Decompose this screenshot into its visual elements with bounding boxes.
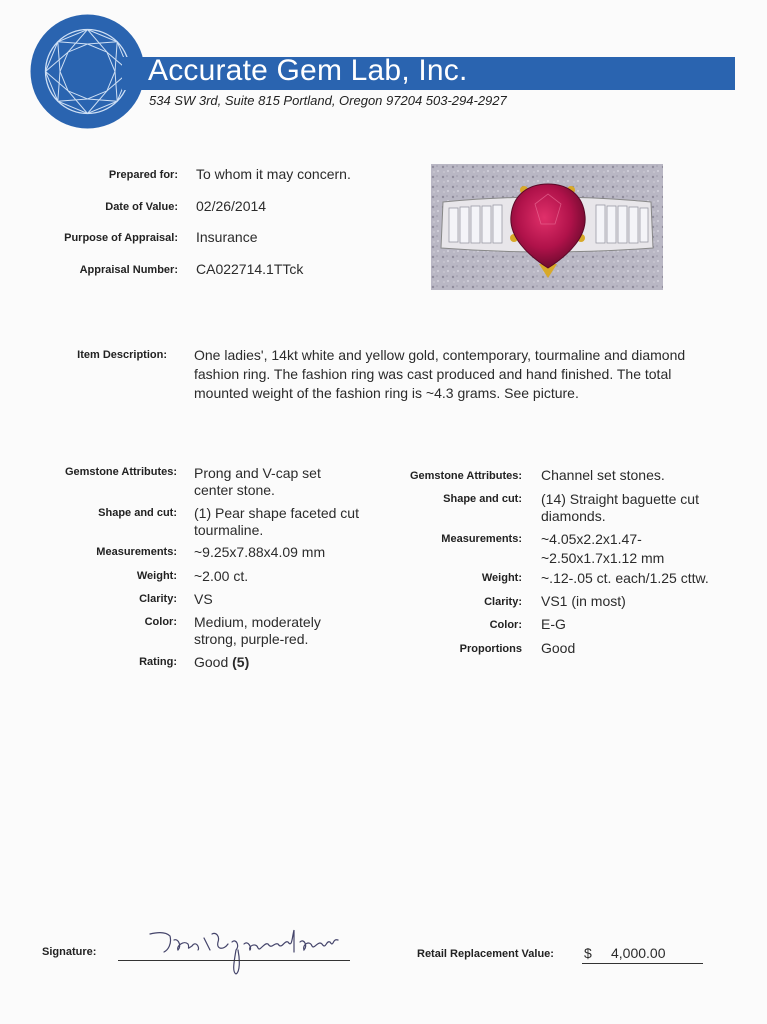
side-shape-label: Shape and cut: [443,493,522,505]
retail-value-line [582,963,703,964]
appraisal-number-value: CA022714.1TTck [196,261,304,277]
center-rating-value [194,654,249,671]
signature-line [118,960,350,961]
center-attributes-label: Gemstone Attributes: [64,466,177,478]
side-color-label: Color: [489,619,522,631]
prepared-for-label: Prepared for: [108,169,178,181]
side-measurements-label: Measurements: [441,533,522,545]
appraisal-number-label: Appraisal Number: [79,264,178,276]
purpose-value: Insurance [196,229,258,245]
side-proportions-label: Proportions [459,643,522,655]
purpose-label: Purpose of Appraisal: [64,232,178,244]
side-color-value: E-G [541,616,566,632]
handwritten-signature [140,920,360,980]
side-attributes-label: Gemstone Attributes: [409,470,522,482]
date-of-value-label: Date of Value: [105,201,178,213]
side-clarity-value: VS1 (in most) [541,593,626,609]
center-attributes-value: Prong and V-cap set center stone. [194,465,321,498]
center-weight-label: Weight: [136,570,177,582]
side-measurements-value-1: ~4.05x2.2x1.47- [541,531,642,547]
center-clarity-label: Clarity: [139,593,177,605]
prepared-for-value: To whom it may concern. [196,166,351,182]
center-clarity-value: VS [194,591,213,607]
center-color-value: Medium, moderately strong, purple-red. [194,614,321,647]
company-address: 534 SW 3rd, Suite 815 Portland, Oregon 97204 503-294-2927 [149,93,507,108]
ring-photo [431,164,663,290]
center-shape-label: Shape and cut: [98,507,177,519]
center-measurements-value: ~9.25x7.88x4.09 mm [194,544,326,560]
company-name: Accurate Gem Lab, Inc. [148,54,468,87]
side-attributes-value: Channel set stones. [541,467,665,483]
side-measurements-value-2: ~2.50x1.7x1.12 mm [541,550,665,566]
center-weight-value: ~2.00 ct. [194,568,249,584]
item-description-label: Item Description: [77,349,167,361]
item-description-text: One ladies', 14kt white and yellow gold, contemporary, tourmaline and diamond fashion ring. The fashion ring was cast produced and hand finished. The total mounted weight of the fashion ring is ~4.3 grams. See picture. [194,347,686,401]
center-shape-value: (1) Pear shape faceted cut tourmaline. [194,505,359,538]
center-measurements-label: Measurements: [96,546,177,558]
center-color-label: Color: [144,616,177,628]
signature-label: Signature: [42,946,97,958]
side-clarity-label: Clarity: [484,596,522,608]
side-proportions-value: Good [541,640,576,656]
retail-currency: $ [584,945,592,961]
center-rating-label: Rating: [139,656,177,668]
side-shape-value: (14) Straight baguette cut diamonds. [541,491,699,524]
retail-value-label: Retail Replacement Value: [417,948,554,960]
center-rating-score: (5) [232,654,250,670]
side-weight-label: Weight: [481,572,522,584]
retail-value: 4,000.00 [611,945,666,961]
side-weight-value: ~.12-.05 ct. each/1.25 cttw. [541,570,709,586]
center-rating-text: Good [194,654,229,670]
date-of-value-value: 02/26/2014 [196,198,267,214]
